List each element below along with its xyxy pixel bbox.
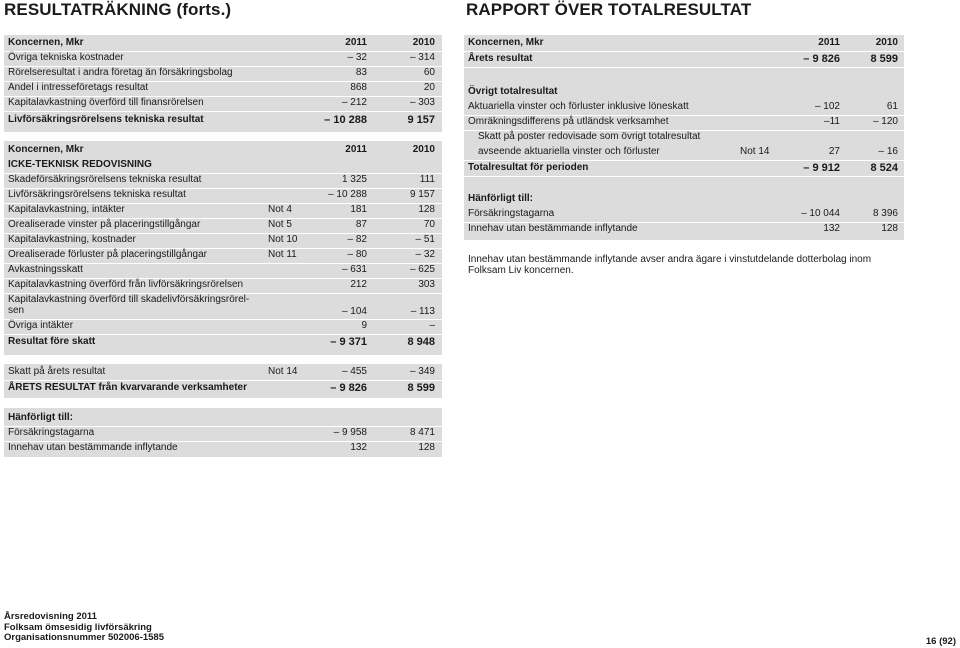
table-row-total <box>464 52 904 68</box>
note-ref: Not 4 <box>268 204 292 215</box>
table-row-total <box>4 113 442 128</box>
value-2011: – 212 <box>341 97 367 108</box>
table-row <box>4 173 442 189</box>
table-row <box>464 100 904 116</box>
row-label: Innehav utan bestämmande inflytande <box>8 442 178 453</box>
value-2010: 8 471 <box>409 427 435 438</box>
table-row <box>4 233 442 249</box>
value-2011: 27 <box>828 146 840 157</box>
header-2011: 2011 <box>345 37 367 48</box>
value-2011: – 10 044 <box>801 208 840 219</box>
row-label: Skadeförsäkringsrörelsens tekniska resultat <box>8 174 202 185</box>
value-2011: 868 <box>350 82 367 93</box>
note-ref: Not 11 <box>268 249 297 260</box>
row-label: Aktuariella vinster och förluster inklusive löneskatt <box>468 101 689 112</box>
value-2010: 70 <box>423 219 435 230</box>
row-label: Livförsäkringsrörelsens tekniska resultat <box>8 189 186 200</box>
row-label: Livförsäkringsrörelsens tekniska resultat <box>8 114 204 125</box>
value-2011: 181 <box>350 204 367 215</box>
table-row <box>4 203 442 219</box>
row-label: Skatt på årets resultat <box>8 366 106 377</box>
table-header <box>4 143 442 158</box>
value-2010: 61 <box>886 101 898 112</box>
value-2011: 132 <box>823 223 840 234</box>
tax-result-table <box>4 364 442 398</box>
value-2010: 8 599 <box>407 382 435 394</box>
table-row <box>4 96 442 112</box>
value-2010: 128 <box>418 204 435 215</box>
table-row-total <box>4 381 442 396</box>
value-2011: 87 <box>355 219 367 230</box>
row-label: Skatt på poster redovisade som övrigt totalresultat <box>478 131 701 142</box>
row-label: Rörelseresultat i andra företag än försäkringsbolag <box>8 67 233 78</box>
value-2011: 83 <box>355 67 367 78</box>
row-label: Årets resultat <box>468 53 533 64</box>
table-row <box>4 66 442 82</box>
footer-org-number: Organisationsnummer 502006-1585 <box>4 632 164 643</box>
value-2011: 212 <box>350 279 367 290</box>
row-label: Kapitalavkastning överförd till skadelivförsäkringsrörel-sen <box>8 294 250 316</box>
value-2010: 8 396 <box>872 208 898 219</box>
page-footer <box>4 612 164 644</box>
row-label: Resultat före skatt <box>8 336 96 347</box>
value-2011: 1 325 <box>341 174 367 185</box>
value-2010: – 113 <box>410 306 435 317</box>
note-ref: Not 10 <box>268 234 298 245</box>
header-2010: 2010 <box>412 144 435 155</box>
table-row <box>4 319 442 335</box>
table-header <box>4 36 442 52</box>
table-row <box>4 278 442 294</box>
row-label: Omräkningsdifferens på utländsk verksamhet <box>468 116 669 127</box>
value-2011: – 10 288 <box>328 189 367 200</box>
row-label: Kapitalavkastning, intäkter <box>8 204 125 215</box>
header-label: Koncernen, Mkr <box>8 144 84 155</box>
value-2010: – 120 <box>872 116 898 127</box>
row-label: avseende aktuariella vinster och förluster <box>478 146 660 157</box>
table-row <box>4 441 442 456</box>
value-2011: – 9 371 <box>330 336 367 348</box>
value-2011: – 9 958 <box>333 427 367 438</box>
note-ref: Not 14 <box>740 146 770 157</box>
table-row <box>4 426 442 442</box>
table-row <box>4 263 442 279</box>
value-2010: 9 157 <box>407 114 435 126</box>
row-label: Hänförligt till: <box>8 412 73 423</box>
value-2011: – 9 826 <box>803 53 840 65</box>
non-technical-table <box>4 141 442 355</box>
header-label: Koncernen, Mkr <box>468 37 544 48</box>
section-heading <box>464 85 904 100</box>
footer-company: Folksam ömsesidig livförsäkring <box>4 621 152 633</box>
value-2010: 303 <box>418 279 435 290</box>
value-2011: – 10 288 <box>324 114 367 126</box>
attribution-title <box>464 192 904 207</box>
value-2010: 111 <box>419 174 435 185</box>
table-row <box>4 51 442 67</box>
row-label: Hänförligt till: <box>468 193 533 204</box>
table-row <box>4 81 442 97</box>
table-row <box>464 207 904 223</box>
row-label: Övriga tekniska kostnader <box>8 52 124 63</box>
note-ref: Not 5 <box>268 219 292 230</box>
row-label: Kapitalavkastning överförd till finansrörelsen <box>8 97 204 108</box>
value-2011: – 104 <box>341 306 367 317</box>
row-label: Orealiserade vinster på placeringstillgångar <box>8 219 201 230</box>
row-label: Innehav utan bestämmande inflytande <box>468 223 638 234</box>
page-title-right: RAPPORT ÖVER TOTALRESULTAT <box>466 0 752 19</box>
value-2011: – 102 <box>814 101 840 112</box>
row-label: Försäkringstagarna <box>8 427 95 438</box>
attribution-title <box>4 411 442 427</box>
row-label: Avkastningsskatt <box>8 264 83 275</box>
comprehensive-income-table <box>464 35 904 240</box>
row-label: Kapitalavkastning överförd från livförsäkringsrörelsen <box>8 279 244 290</box>
row-label: Andel i intresseföretags resultat <box>8 82 149 93</box>
value-2011: – 82 <box>347 234 367 245</box>
value-2011: 9 <box>361 320 367 331</box>
table-row-total <box>4 335 442 350</box>
section-heading <box>4 158 442 174</box>
row-label: Övriga intäkter <box>8 320 74 331</box>
table-row <box>4 365 442 381</box>
value-2010: 9 157 <box>409 189 435 200</box>
value-2010: 8 599 <box>870 53 898 65</box>
value-2010: 128 <box>881 223 898 234</box>
section-label: ICKE-TEKNISK REDOVISNING <box>8 159 152 170</box>
row-label: Försäkringstagarna <box>468 208 555 219</box>
section-label: Övrigt totalresultat <box>468 86 558 97</box>
table-row <box>4 188 442 204</box>
value-2011: – 80 <box>347 249 367 260</box>
table-row <box>464 145 904 161</box>
value-2010: 60 <box>423 67 435 78</box>
income-statement-top-table <box>4 35 442 132</box>
table-header <box>464 36 904 52</box>
header-2010: 2010 <box>412 37 435 48</box>
value-2010: 8 524 <box>870 162 898 174</box>
value-2010: – 314 <box>409 52 435 63</box>
page-number: 16 (92) <box>925 636 956 647</box>
table-row <box>4 218 442 234</box>
table-row <box>464 115 904 131</box>
value-2011: – 9 826 <box>330 382 367 394</box>
header-label: Koncernen, Mkr <box>8 37 84 48</box>
value-2010: 8 948 <box>407 336 435 348</box>
table-row-total <box>464 161 904 177</box>
value-2011: –11 <box>824 116 840 127</box>
attribution-table-left <box>4 408 442 457</box>
value-2010: – <box>429 320 435 331</box>
page-title-left: RESULTATRÄKNING (forts.) <box>4 0 232 19</box>
row-label: Kapitalavkastning, kostnader <box>8 234 136 245</box>
table-row <box>464 130 904 145</box>
value-2010: 128 <box>418 442 435 453</box>
value-2010: – 349 <box>409 366 435 377</box>
table-row <box>4 248 442 264</box>
row-label: ÅRETS RESULTAT från kvarvarande verksamheter <box>8 382 247 393</box>
header-2011: 2011 <box>345 144 367 155</box>
row-label: Orealiserade förluster på placeringstillgångar <box>8 249 207 260</box>
value-2011: – 32 <box>347 52 367 63</box>
value-2011: – 631 <box>341 264 367 275</box>
value-2011: – 9 912 <box>803 162 840 174</box>
table-row <box>464 222 904 237</box>
header-2010: 2010 <box>875 37 898 48</box>
footer-report-name: Årsredovisning 2011 <box>4 611 97 622</box>
table-row <box>4 293 442 320</box>
value-2010: – 625 <box>409 264 435 275</box>
value-2010: – 32 <box>415 249 435 260</box>
note-ref: Not 14 <box>268 366 298 377</box>
header-2011: 2011 <box>818 37 840 48</box>
footnote: Innehav utan bestämmande inflytande avser andra ägare i vinstutdelande dotterbolag inom Folksam Liv koncernen. <box>468 254 872 276</box>
value-2010: – 51 <box>415 234 435 245</box>
value-2010: – 303 <box>409 97 435 108</box>
row-label: Totalresultat för perioden <box>468 162 589 173</box>
value-2010: – 16 <box>878 146 898 157</box>
value-2010: 20 <box>423 82 435 93</box>
value-2011: 132 <box>350 442 367 453</box>
value-2011: – 455 <box>341 366 367 377</box>
